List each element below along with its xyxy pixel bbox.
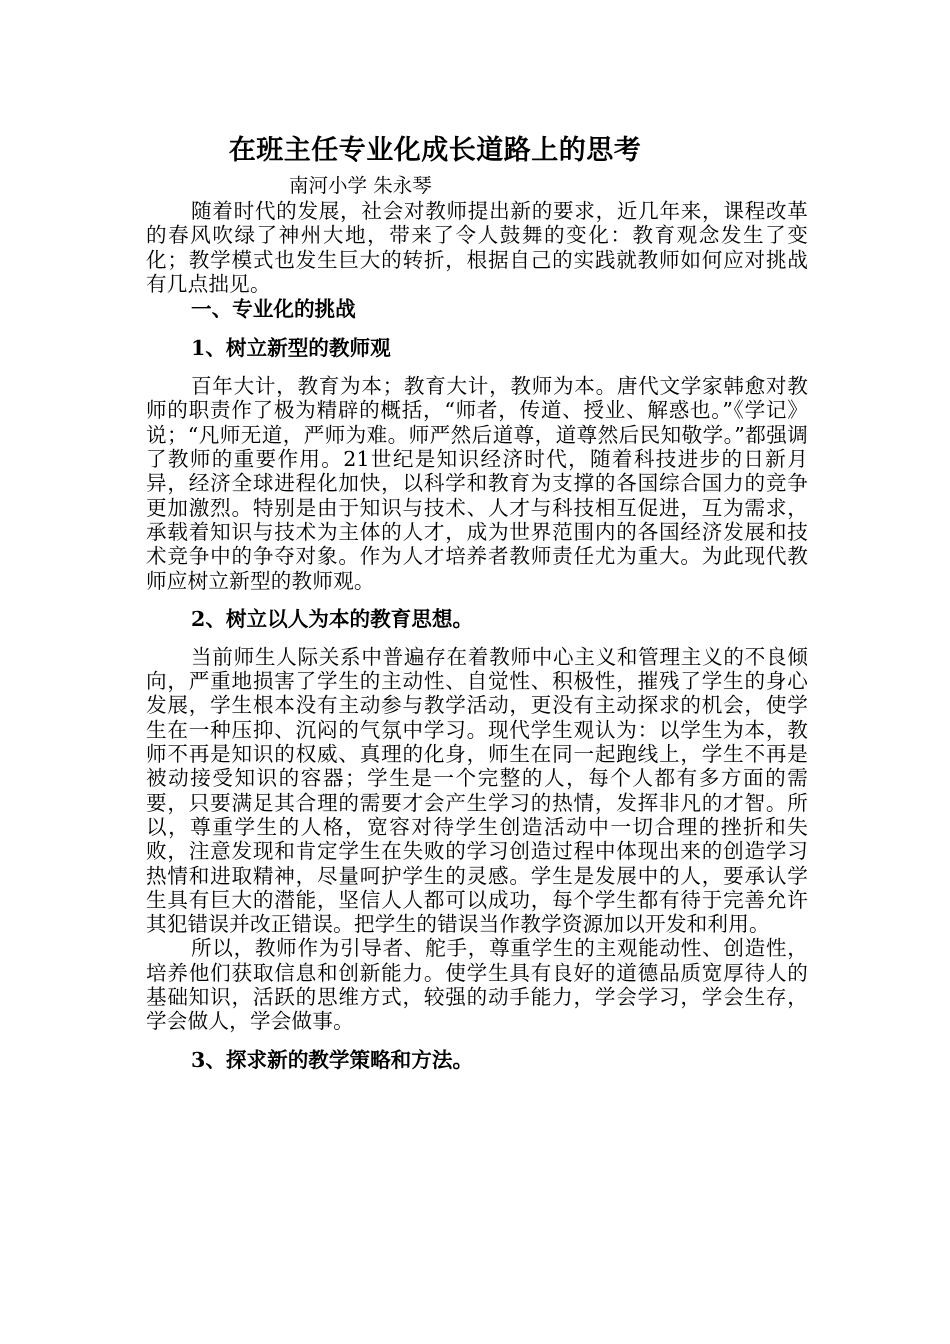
page-title: 在班主任专业化成长道路上的思考 [228,135,642,166]
document-body [146,199,808,1086]
subheading-3: 3、探求新的教学策略和方法。 [191,1047,474,1072]
author-line: 南河小学 朱永琴 [289,174,432,197]
body-paragraph-1: 百年大计，教育为本；教育大计，教师为本。唐代文学家韩愈对教师的职责作了极为精辟的概括，“师者，传道、授业、解惑也。”《学记》说；“凡师无道，严师为难。师严然后道尊，道尊然后民知敬学。”都强调了教师的重要作用。21世纪是知识经济时代，随着科技进步的日新月异，经济全球进程化加快，以科学和教育为支撑的各国综合国力的竞争更加激烈。特别是由于知识与技术、人才与科技相互促进，互为需求，承载着知识与技术为主体的人才，成为世界范围内的各国经济发展和技术竞争中的争夺对象。作为人才培养者教师责任尤为重大。为此现代教师应树立新型的教师观。 [146,374,808,593]
subheading-1: 1、树立新型的教师观 [191,336,391,361]
subheading-2: 2、树立以人为本的教育思想。 [191,606,474,631]
section-heading-1: 一、专业化的挑战 [191,297,356,322]
intro-paragraph: 随着时代的发展，社会对教师提出新的要求，近几年来，课程改革的春风吹绿了神州大地，带来了令人鼓舞的变化：教育观念发生了变化；教学模式也发生巨大的转折，根据自己的实践就教师如何应对挑战有几点拙见。 [146,199,808,296]
body-paragraph-3: 所以，教师作为引导者、舵手，尊重学生的主观能动性、创造性，培养他们获取信息和创新能力。使学生具有良好的道德品质宽厚待人的基础知识，活跃的思维方式，较强的动手能力，学会学习，学会生存，学会做人，学会做事。 [146,936,808,1034]
body-paragraph-2: 当前师生人际关系中普遍存在着教师中心主义和管理主义的不良倾向，严重地损害了学生的主动性、自觉性、积极性，摧残了学生的身心发展，学生根本没有主动参与教学活动，更没有主动探求的机会，使学生在一种压抑、沉闷的气氛中学习。现代学生观认为：以学生为本，教师不再是知识的权威、真理的化身，师生在同一起跑线上，学生不再是被动接受知识的容器；学生是一个完整的人，每个人都有多方面的需要，只要满足其合理的需要才会产生学习的热情，发挥非凡的才智。所以，尊重学生的人格，宽容对待学生创造活动中一切合理的挫折和失败，注意发现和肯定学生在失败的学习创造过程中体现出来的创造学习热情和进取精神，尽量呵护学生的灵感。学生是发展中的人，要承认学生具有巨大的潜能，坚信人人都可以成功，每个学生都有待于完善允许其犯错误并改正错误。把学生的错误当作教学资源加以开发和利用。 [146,644,808,937]
